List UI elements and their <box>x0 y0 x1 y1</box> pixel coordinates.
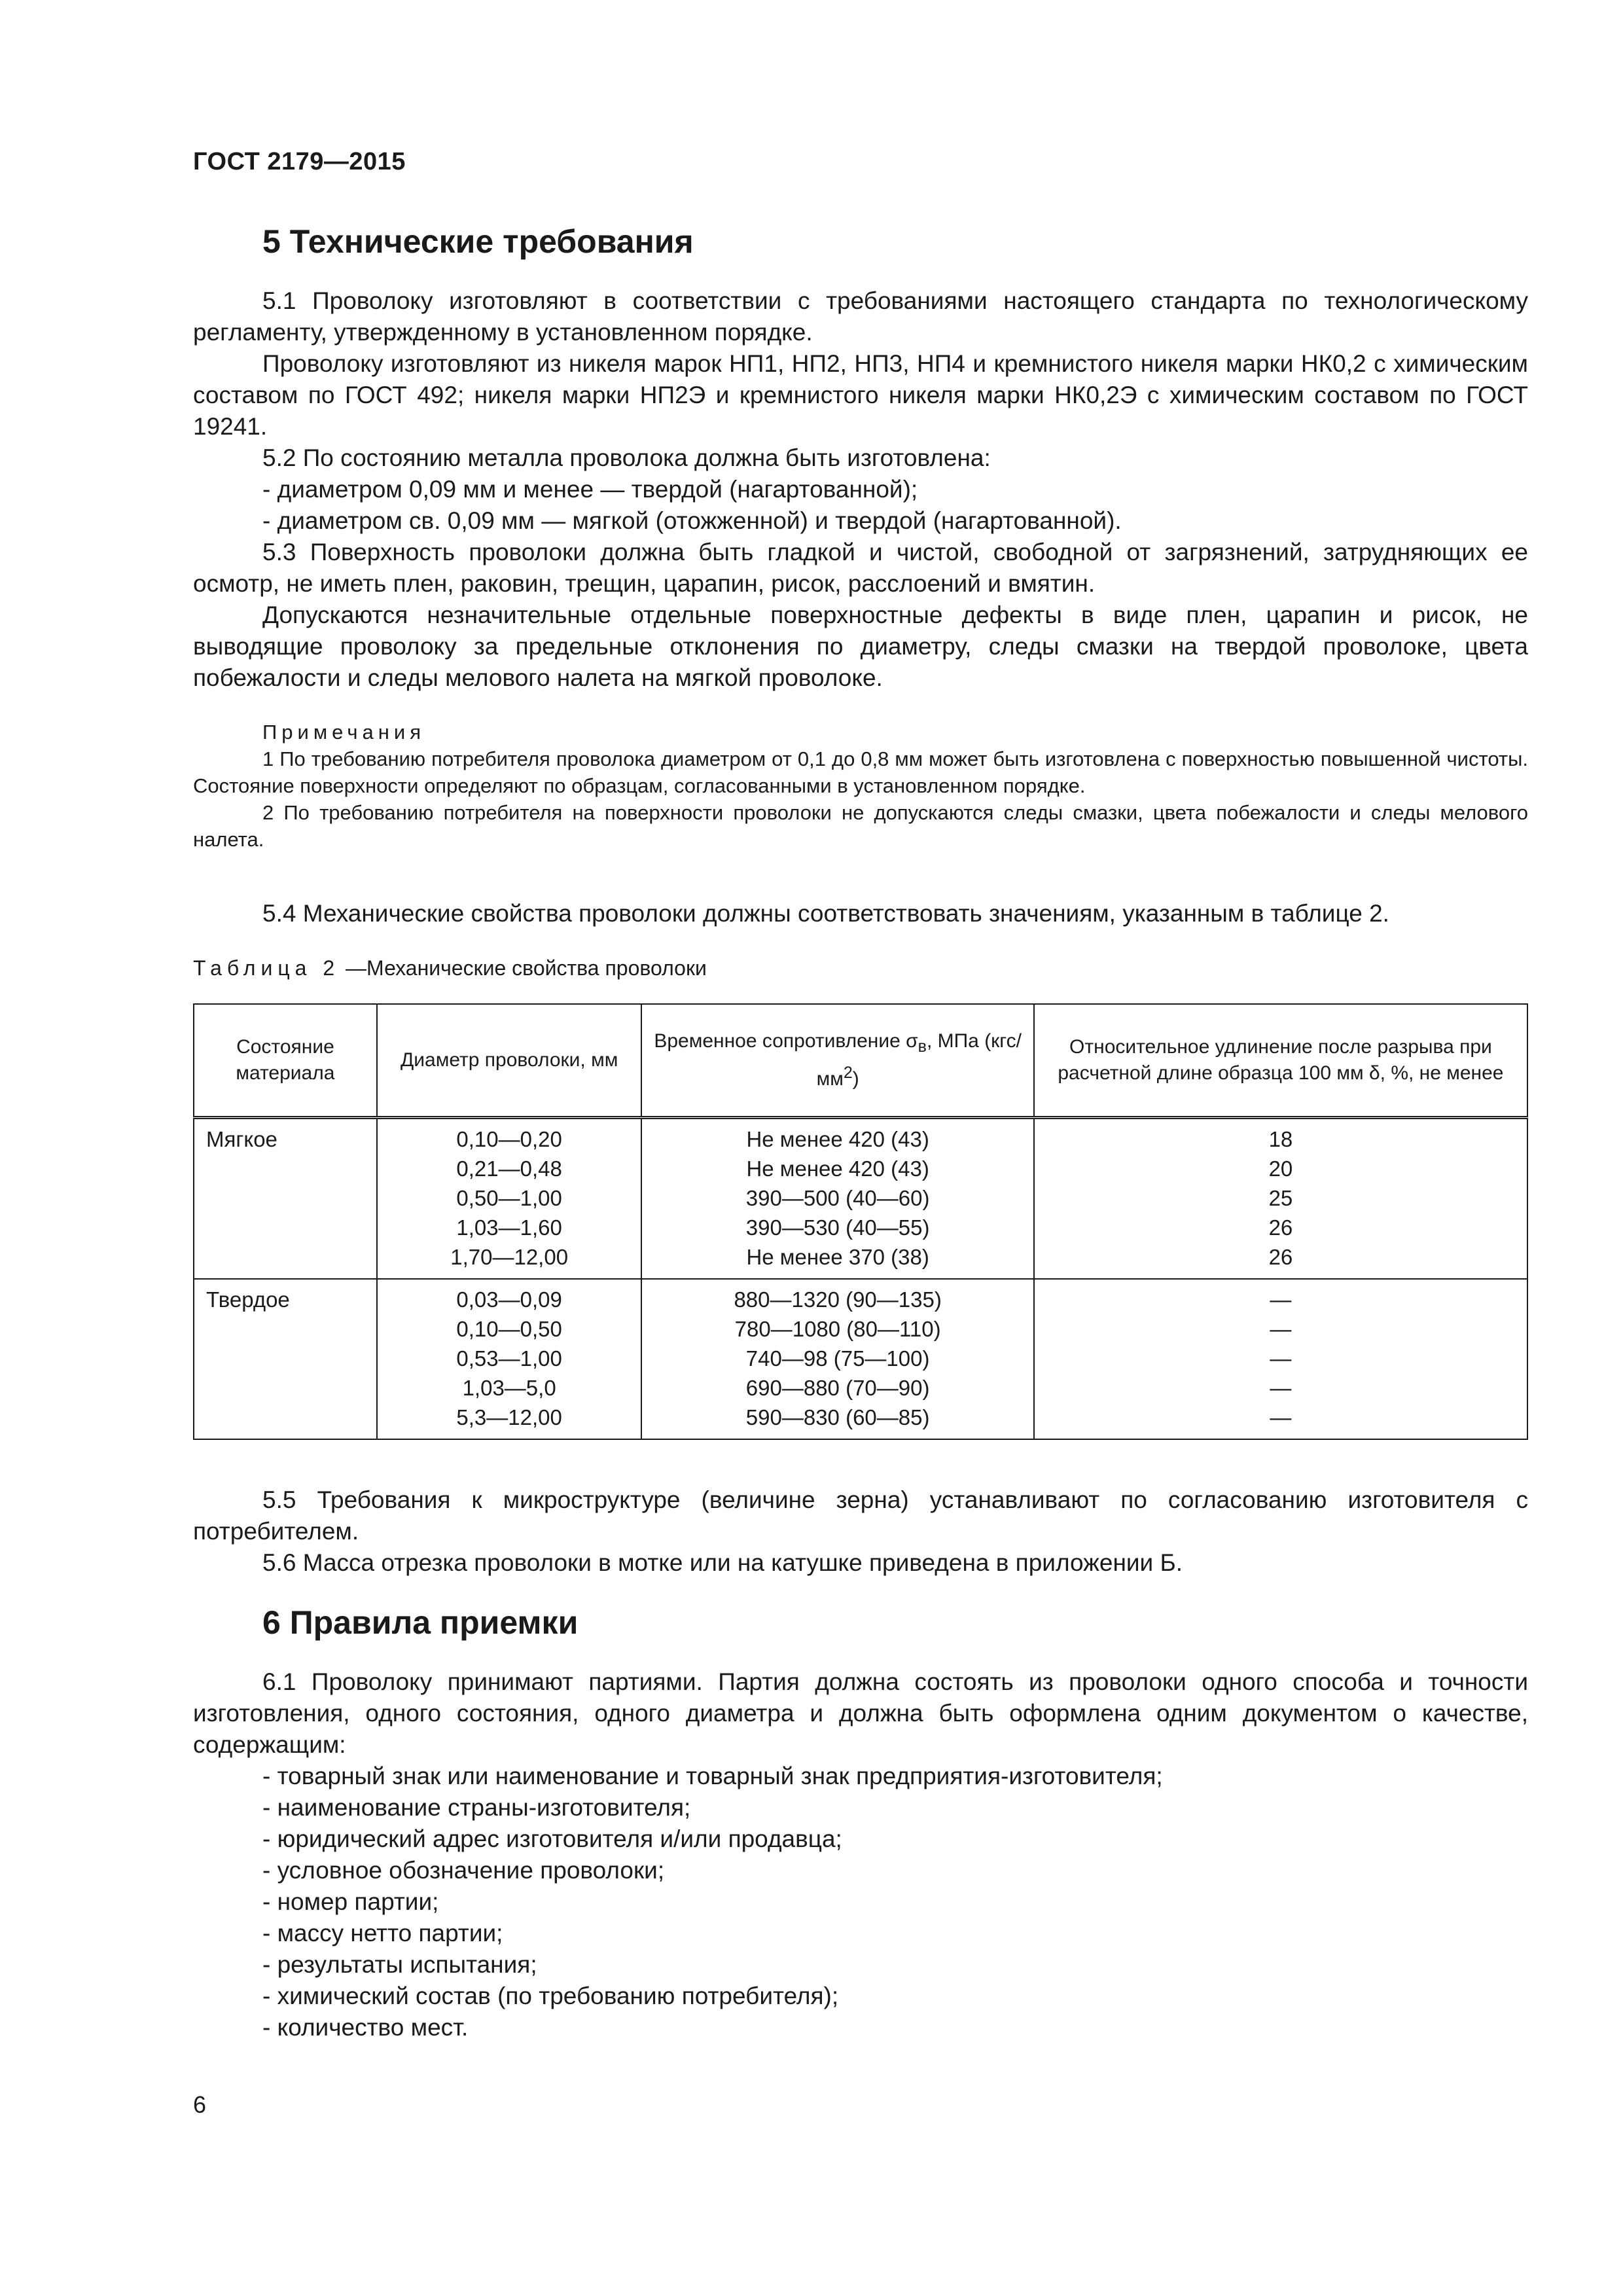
cell-value: — <box>1270 1346 1292 1371</box>
table-caption <box>193 956 707 980</box>
cell-value: Не менее 370 (38) <box>746 1245 929 1269</box>
list-item: - диаметром 0,09 мм и менее — твердой (нагартованной); <box>262 476 918 503</box>
notes-block <box>193 719 1528 853</box>
list-item: - условное обозначение проволоки; <box>262 1857 665 1884</box>
table-caption-label: Таблица 2 <box>193 956 340 980</box>
cell-value: 1,70—12,00 <box>450 1245 569 1269</box>
table-row <box>194 1279 1527 1439</box>
cell-state <box>194 1118 377 1280</box>
section-6-title: 6 Правила приемки <box>262 1604 579 1641</box>
paragraph-5-5: 5.5 Требования к микроструктуре (величине зерна) устанавливают по согласованию изготовителя с потребителем. <box>193 1486 1528 1545</box>
cell-value: 5,3—12,00 <box>456 1405 562 1429</box>
cell-state <box>194 1279 377 1439</box>
sections-5-5-5-6 <box>193 1484 1528 1579</box>
page-number: 6 <box>193 2091 207 2118</box>
table-row <box>194 1118 1527 1280</box>
cell-elongation <box>1034 1118 1527 1280</box>
cell-value: 1,03—5,0 <box>462 1376 556 1400</box>
paragraph-5-3-defects: Допускаются незначительные отдельные поверхностные дефекты в виде плен, царапин и рисок, не выводящие проволоку за предельные отклонения по диаметру, следы смазки на твердой проволоке, цвета побежалости и следы мелового налета на мягкой проволоке. <box>193 601 1528 691</box>
cell-value: 0,50—1,00 <box>456 1186 562 1210</box>
header-tensile-strength: Временное сопротивление $\sigma_в$, МПа $(кгс/мм^2)$ <box>641 1004 1033 1118</box>
list-item: - товарный знак или наименование и товарный знак предприятия-изготовителя; <box>262 1763 1163 1789</box>
note-1: 1 По требованию потребителя проволока диаметром от 0,1 до 0,8 мм может быть изготовлена с поверхностью повышенной чистоты. Состояние поверхности определяют по образцам, согласованными в установленном порядке. <box>193 747 1528 797</box>
cell-value: 880—1320 (90—135) <box>734 1287 942 1312</box>
cell-value: — <box>1270 1405 1292 1429</box>
cell-tensile-strength <box>641 1279 1033 1439</box>
cell-value: 390—500 (40—60) <box>745 1186 930 1210</box>
note-2: 2 По требованию потребителя на поверхности проволоки не допускаются следы смазки, цвета побежалости и следы мелового налета. <box>193 801 1528 851</box>
cell-value: 26 <box>1268 1245 1293 1269</box>
header-elongation: Относительное удлинение после разрыва при расчетной длине образца 100 мм δ, %, не менее <box>1034 1004 1527 1118</box>
cell-value: — <box>1270 1376 1292 1400</box>
cell-value: 780—1080 (80—110) <box>734 1317 941 1341</box>
cell-value: 390—530 (40—55) <box>745 1215 930 1240</box>
list-item: - количество мест. <box>262 2014 469 2041</box>
cell-value: Не менее 420 (43) <box>746 1157 929 1181</box>
cell-value: 0,03—0,09 <box>456 1287 562 1312</box>
cell-value: 1,03—1,60 <box>456 1215 562 1240</box>
document-header: ГОСТ 2179—2015 <box>193 148 406 175</box>
state-label: Твердое <box>206 1287 290 1312</box>
header-state: Состояние материала <box>194 1004 377 1118</box>
paragraph-5-4-wrap <box>193 898 1528 929</box>
cell-value: Не менее 420 (43) <box>746 1127 929 1151</box>
notes-title: Примечания <box>262 721 425 744</box>
table-caption-text: —Механические свойства проволоки <box>340 956 707 980</box>
cell-value: 25 <box>1268 1186 1293 1210</box>
cell-value: 26 <box>1268 1215 1293 1240</box>
section-5-title: 5 Технические требования <box>262 223 694 260</box>
section-5-body <box>193 285 1528 694</box>
list-item: - номер партии; <box>262 1888 439 1915</box>
paragraph-5-4: 5.4 Механические свойства проволоки должны соответствовать значениям, указанным в таблице 2. <box>262 900 1389 927</box>
cell-value: 690—880 (70—90) <box>745 1376 930 1400</box>
mechanical-properties-table <box>193 1003 1528 1440</box>
cell-diameter <box>377 1118 642 1280</box>
cell-tensile-strength <box>641 1118 1033 1280</box>
paragraph-5-6: 5.6 Масса отрезка проволоки в мотке или на катушке приведена в приложении Б. <box>262 1549 1183 1576</box>
paragraph-5-2: 5.2 По состоянию металла проволока должна быть изготовлена: <box>262 444 991 471</box>
cell-value: 0,10—0,20 <box>456 1127 562 1151</box>
cell-value: 590—830 (60—85) <box>745 1405 930 1429</box>
list-item: - результаты испытания; <box>262 1951 537 1978</box>
header-diameter: Диаметр проволоки, мм <box>377 1004 642 1118</box>
paragraph-5-1: 5.1 Проволоку изготовляют в соответствии с требованиями настоящего стандарта по технологическому регламенту, утвержденному в установленном порядке. <box>193 287 1528 346</box>
cell-elongation <box>1034 1279 1527 1439</box>
cell-value: 0,21—0,48 <box>456 1157 562 1181</box>
list-item: - юридический адрес изготовителя и/или продавца; <box>262 1825 842 1852</box>
cell-value: — <box>1270 1317 1292 1341</box>
state-label: Мягкое <box>206 1127 277 1151</box>
cell-value: 18 <box>1268 1127 1293 1151</box>
paragraph-5-3: 5.3 Поверхность проволоки должна быть гладкой и чистой, свободной от загрязнений, затрудняющих ее осмотр, не иметь плен, раковин, трещин, царапин, рисок, расслоений и вмятин. <box>193 539 1528 597</box>
cell-value: 0,10—0,50 <box>456 1317 562 1341</box>
list-item: - массу нетто партии; <box>262 1920 503 1946</box>
cell-value: 20 <box>1268 1157 1293 1181</box>
paragraph-5-1-materials: Проволоку изготовляют из никеля марок НП1, НП2, НП3, НП4 и кремнистого никеля марки НК0,2 с химическим составом по ГОСТ 492; никеля марки НП2Э и кремнистого никеля марки НК0,2Э с химическим составом по ГОСТ 19241. <box>193 350 1528 440</box>
document-contents-list <box>193 1761 1528 2043</box>
cell-value: — <box>1270 1287 1292 1312</box>
list-item: - наименование страны-изготовителя; <box>262 1794 691 1821</box>
paragraph-6-1: 6.1 Проволоку принимают партиями. Партия должна состоять из проволоки одного способа и точности изготовления, одного состояния, одного диаметра и должна быть оформлена одним документом о качестве, содержащим: <box>193 1668 1528 1758</box>
section-6-body <box>193 1666 1528 2043</box>
list-item: - химический состав (по требованию потребителя); <box>262 1982 839 2009</box>
cell-value: 0,53—1,00 <box>456 1346 562 1371</box>
cell-value: 740—98 (75—100) <box>745 1346 930 1371</box>
table-header-row <box>194 1004 1527 1118</box>
cell-diameter <box>377 1279 642 1439</box>
list-item: - диаметром св. 0,09 мм — мягкой (отожженной) и твердой (нагартованной). <box>262 507 1122 534</box>
